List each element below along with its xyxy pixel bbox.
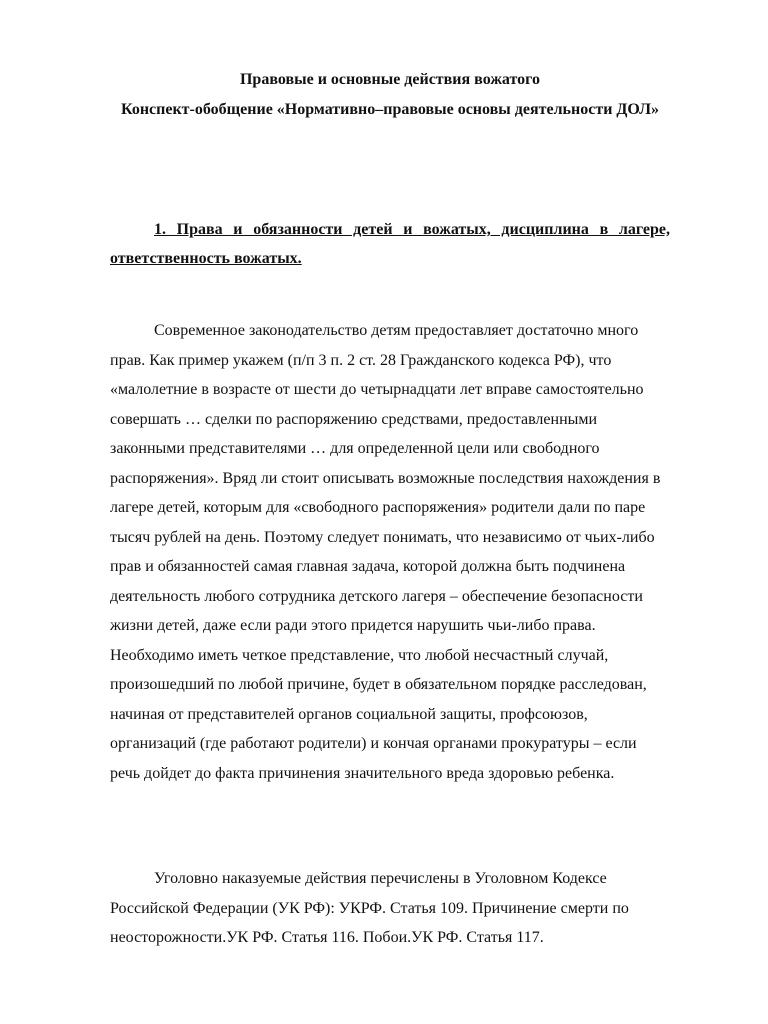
- body-paragraph-2: Уголовно наказуемые действия перечислены в Уголовном Кодексе Российской Федерации (УК РФ): УКРФ. Статья 109. Причинение смерти по неосторожности.УК РФ. Статья 116. Побои.УК РФ. Статья 117.: [110, 870, 629, 946]
- document-title: Правовые и основные действия вожатого: [239, 71, 541, 88]
- body-paragraph-1: Современное законодательство детям предоставляет достаточно много прав. Как пример укажем (п/п 3 п. 2 ст. 28 Гражданского кодекса РФ), что «малолетние в возрасте от шести до четырнадцати лет вправе самостоятельно совершать … сделки по распоряжению средствами, предоставленными законными представителями … для определенной цели или свободного распоряжения». Вряд ли стоит описывать возможные последствия нахождения в лагере детей, которым для «свободного распоряжения» родители дали по паре тысяч рублей на день. Поэтому следует понимать, что независимо от чьих-либо прав и обязанностей самая главная задача, которой должна быть подчинена деятельность любого сотрудника детского лагеря – обеспечение безопасности жизни детей, даже если ради этого придется нарушить чьи-либо права. Необходимо иметь четкое представление, что любой несчастный случай, произошедший по любой причине, будет в обязательном порядке расследован, начиная от представителей органов социальной защиты, профсоюзов, организаций (где работают родители) и кончая органами прокуратуры – если речь дойдет до факта причинения значительного вреда здоровью ребенка.: [110, 322, 661, 782]
- document-subtitle: Конспект-обобщение «Нормативно–правовые основы деятельности ДОЛ»: [121, 101, 659, 118]
- section-heading: 1. Права и обязанности детей и вожатых, дисциплина в лагере, ответственность вожатых.: [110, 221, 670, 267]
